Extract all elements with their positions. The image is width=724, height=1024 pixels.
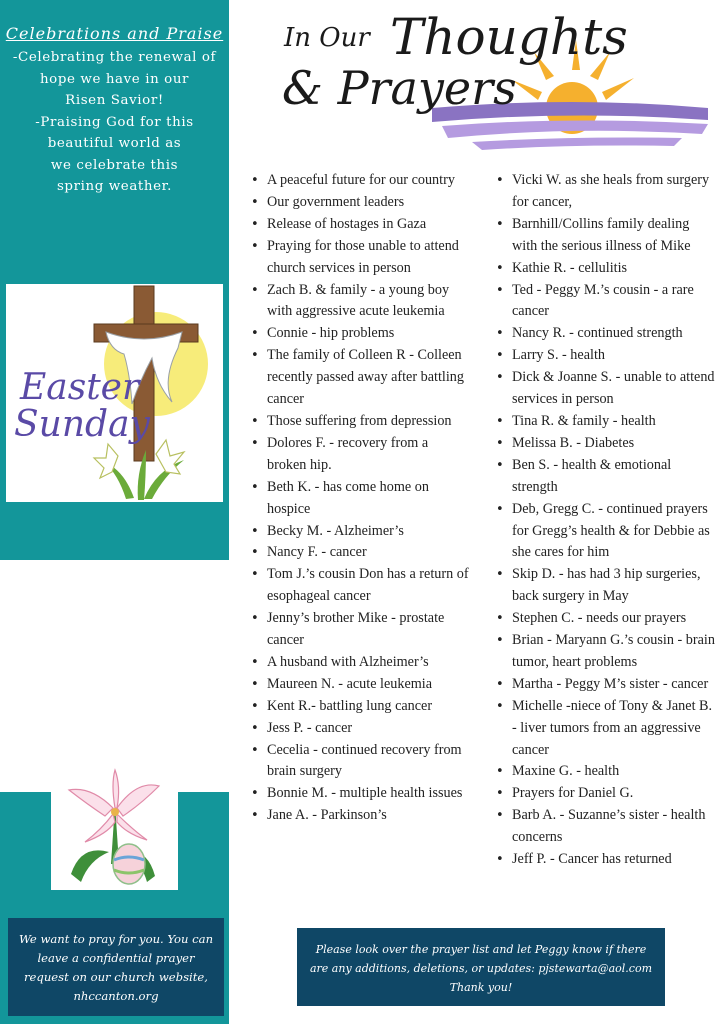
notice-text: Please look over the prayer list and let Peggy know if there are any additions, deletions, or updates: pjstewarta@aol.com Thank you! <box>309 943 652 994</box>
sunrise-icon <box>272 0 712 160</box>
prayer-list-notice <box>297 928 665 1006</box>
prayer-item: • Vicki W. as she heals from surgery for cancer, <box>493 170 717 214</box>
prayer-item: • Barnhill/Collins family dealing with the serious illness of Mike <box>493 214 717 258</box>
prayer-item: • Deb, Gregg C. - continued prayers for Gregg’s health & for Debbie as she cares for him <box>493 499 717 565</box>
easter-sunday-image <box>6 284 223 502</box>
easter-line1: Easter <box>20 367 140 408</box>
title-line1: In Our <box>284 23 370 53</box>
right-list <box>493 170 717 871</box>
prayer-item: • A husband with Alzheimer’s <box>248 652 470 674</box>
prayer-item: • Jess P. - cancer <box>248 718 470 740</box>
prayer-item: • Zach B. & family - a young boy with aggressive acute leukemia <box>248 280 470 324</box>
celebrations-heading: Celebrations and Praise <box>5 24 224 43</box>
prayer-item: • Dick & Joanne S. - unable to attend services in person <box>493 367 717 411</box>
prayer-item: • Kathie R. - cellulitis <box>493 258 717 280</box>
celebrations-section <box>0 24 229 198</box>
prayer-item: • Stephen C. - needs our prayers <box>493 608 717 630</box>
prayer-item: • Skip D. - has had 3 hip surgeries, back surgery in May <box>493 564 717 608</box>
title-line3: & Prayers <box>282 61 517 115</box>
easter-line2: Sunday <box>14 404 150 445</box>
prayer-item: • Martha - Peggy M’s sister - cancer <box>493 674 717 696</box>
prayer-item: • Jane A. - Parkinson’s <box>248 805 470 827</box>
prayer-item: • Prayers for Daniel G. <box>493 783 717 805</box>
prayer-item: • Beth K. - has come home on hospice <box>248 477 470 521</box>
easter-cross-icon <box>6 284 223 502</box>
thank-you-body: *Appreciation to Pastor Ryan for sharing the message this week. *We thank Patti Grewell and the many singers who have joined the Worship Team. <box>14 609 187 734</box>
sidebar <box>0 0 229 1024</box>
celebrations-body: -Celebrating the renewal of hope we have in our Risen Savior! -Praising God for this beautiful world as we celebrate this spring weather. <box>12 50 217 194</box>
left-list <box>248 170 470 827</box>
prayer-list-right <box>493 170 717 871</box>
prayer-item: • Nancy R. - continued strength <box>493 323 717 345</box>
prayer-item: • Melissa B. - Diabetes <box>493 433 717 455</box>
prayer-item: • Maureen N. - acute leukemia <box>248 674 470 696</box>
thank-you-heading: Thank You <box>72 586 157 605</box>
thank-you-section <box>0 586 229 738</box>
title-line2: Thoughts <box>390 8 628 66</box>
prayer-item: • A peaceful future for our country <box>248 170 470 192</box>
prayer-item: • Brian - Maryann G.’s cousin - brain tumor, heart problems <box>493 630 717 674</box>
prayer-item: • Dolores F. - recovery from a broken hip. <box>248 433 470 477</box>
thoughts-prayers-title <box>272 0 712 160</box>
prayer-item: • Bonnie M. - multiple health issues <box>248 783 470 805</box>
prayer-item: • Ben S. - health & emotional strength <box>493 455 717 499</box>
prayer-item: • Jenny’s brother Mike - prostate cancer <box>248 608 470 652</box>
prayer-item: • Those suffering from depression <box>248 411 470 433</box>
prayer-item: • Maxine G. - health <box>493 761 717 783</box>
prayer-item: • Ted - Peggy M.’s cousin - a rare cancer <box>493 280 717 324</box>
lily-icon <box>51 764 178 890</box>
prayer-item: • Release of hostages in Gaza <box>248 214 470 236</box>
prayer-item: • Praying for those unable to attend church services in person <box>248 236 470 280</box>
prayer-item: • Becky M. - Alzheimer’s <box>248 521 470 543</box>
prayer-item: • Tina R. & family - health <box>493 411 717 433</box>
prayer-item: • Tom J.’s cousin Don has a return of esophageal cancer <box>248 564 470 608</box>
prayer-item: • Larry S. - health <box>493 345 717 367</box>
prayer-item: • Barb A. - Suzanne’s sister - health concerns <box>493 805 717 849</box>
prayer-item: • The family of Colleen R - Colleen recently passed away after battling cancer <box>248 345 470 411</box>
prayer-item: • Jeff P. - Cancer has returned <box>493 849 717 871</box>
prayer-item: • Kent R.- battling lung cancer <box>248 696 470 718</box>
prayer-item: • Nancy F. - cancer <box>248 542 470 564</box>
prayer-item: • Michelle -niece of Tony & Janet B. - liver tumors from an aggressive cancer <box>493 696 717 762</box>
prayer-item: • Cecelia - continued recovery from brain surgery <box>248 740 470 784</box>
pray-for-you-box: We want to pray for you. You can leave a confidential prayer request on our church website, nhccanton.org <box>8 918 224 1016</box>
lily-egg-image <box>51 764 178 890</box>
prayer-list-left <box>248 170 470 827</box>
prayer-item: • Our government leaders <box>248 192 470 214</box>
prayer-item: • Connie - hip problems <box>248 323 470 345</box>
